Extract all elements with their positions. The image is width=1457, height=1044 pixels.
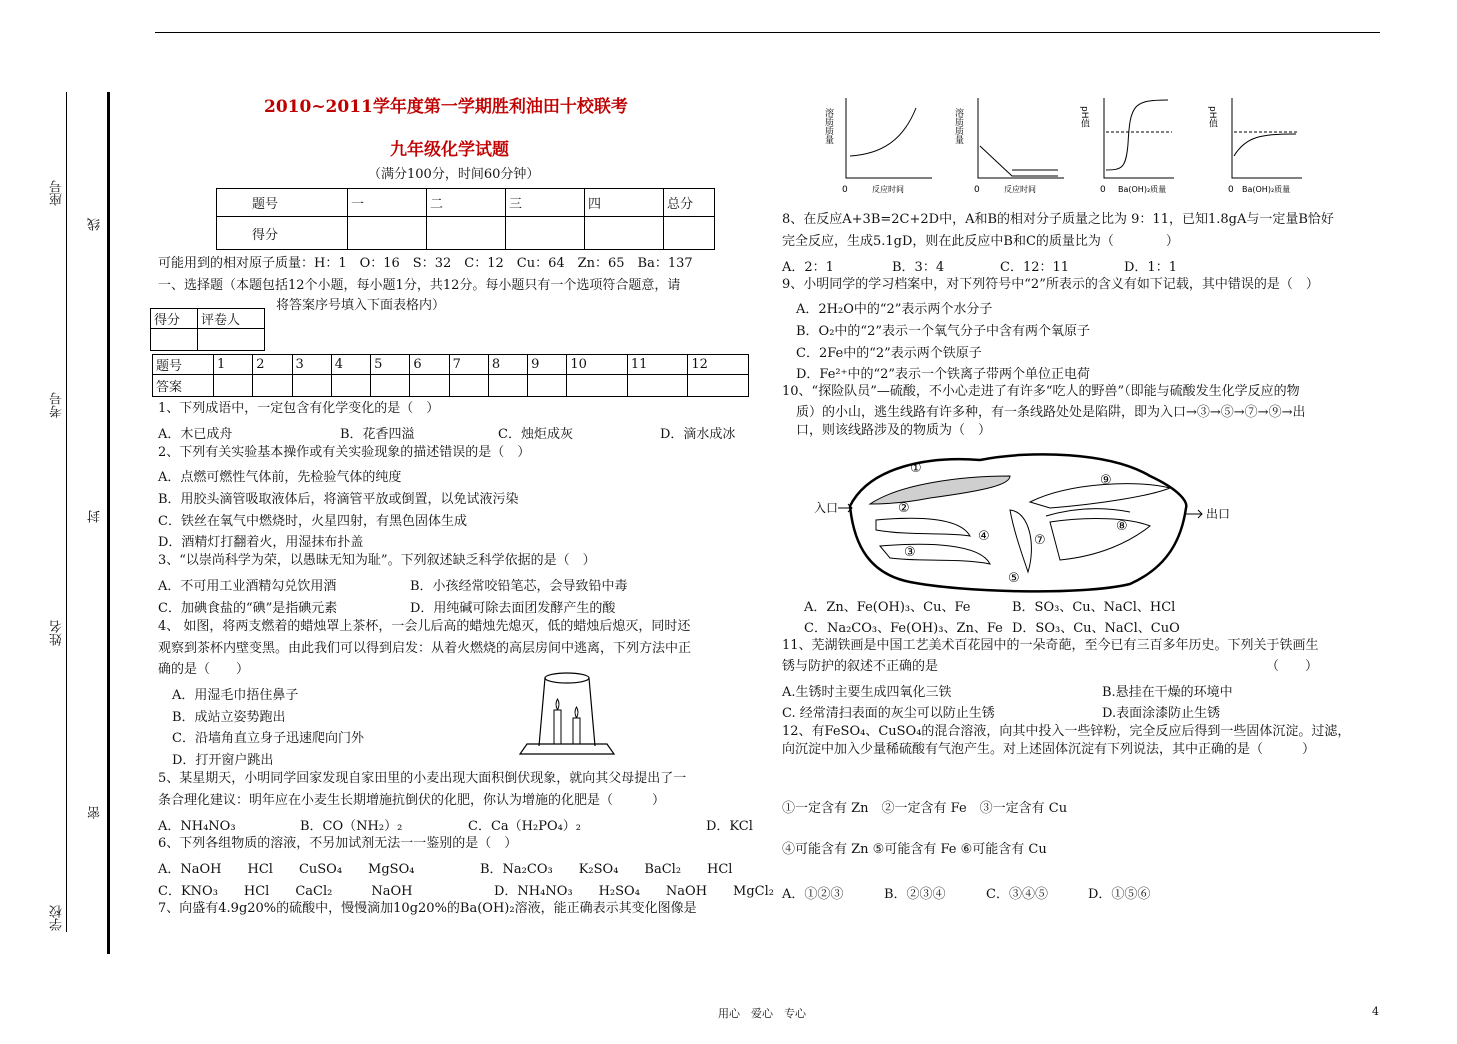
q5-option-c[interactable]: C．Ca（H₂PO₄）₂: [468, 819, 582, 834]
q10-option-c[interactable]: C．Na₂CO₃、Fe(OH)₃、Zn、Fe: [804, 621, 1003, 636]
q11-option-d[interactable]: D.表面涂漆防止生锈: [1102, 706, 1221, 721]
answer-cell[interactable]: [449, 375, 488, 397]
graph-b-origin: 0: [974, 185, 980, 195]
q12-stem-2: 向沉淀中加入少量稀硫酸有气泡产生。对上述固体沉淀有下列说法，其中正确的是（ ）: [782, 742, 1316, 757]
q8-stem-2: 完全反应，生成5.1gD，则在此反应中B和C的质量比为（ ）: [782, 234, 1179, 249]
answer-cell[interactable]: [214, 375, 253, 397]
atomic-masses: 可能用到的相对原子质量：H：1 O：16 S：32 C：12 Cu：64 Zn：65 Ba：137: [158, 256, 693, 271]
graph-a: [823, 98, 932, 195]
q12-statements-1: ①一定含有 Zn ②一定含有 Fe ③一定含有 Cu: [782, 801, 1068, 816]
top-rule: [155, 32, 1380, 33]
exam-info: （满分100分，时间60分钟）: [368, 167, 540, 182]
q12-option-d[interactable]: D．①⑤⑥: [1088, 887, 1151, 902]
maze-figure: [810, 446, 1250, 596]
graph-c-xlabel: Ba(OH)₂质量: [1118, 185, 1167, 194]
answer-header: 5: [371, 355, 410, 375]
graph-c: [1079, 98, 1174, 195]
q7-stem: 7、向盛有4.9g20%的硫酸中，慢慢滴加10g20%的Ba(OH)₂溶液，能正确表示其变化图像是: [158, 901, 697, 916]
exam-no-label: 考号: [50, 392, 65, 418]
graph-b: [953, 98, 1064, 195]
q10-stem-1: 10、“探险队员”—硫酸，不小心走进了有许多“吃人的野兽”（即能与硫酸发生化学反应的物: [782, 384, 1300, 399]
maze-exit-label: 出口: [1206, 507, 1231, 521]
q10-stem-3: 口，则该线路涉及的物质为（ ）: [796, 423, 992, 438]
answer-header: 7: [449, 355, 488, 375]
grader-header: 评卷人: [198, 309, 265, 329]
score-header: 二: [427, 189, 506, 217]
q2-option-c[interactable]: C．铁丝在氧气中燃烧时，火星四射，有黑色固体生成: [158, 514, 467, 529]
q12-option-b[interactable]: B．②③④: [884, 887, 946, 902]
score-header: 四: [585, 189, 664, 217]
answer-header: 1: [214, 355, 253, 375]
grader-cell[interactable]: [198, 329, 265, 351]
answer-cell[interactable]: [688, 375, 749, 397]
score-header: 总分: [664, 189, 715, 217]
answer-cell[interactable]: [292, 375, 331, 397]
maze-region-label: ⑤: [1008, 571, 1020, 586]
q9-option-d[interactable]: D．Fe²⁺中的“2”表示一个铁离子带两个单位正电荷: [796, 367, 1091, 382]
maze-region-label: ④: [978, 529, 990, 544]
graph-a-origin: 0: [842, 185, 848, 195]
score-table: [216, 188, 715, 250]
q1-option-b[interactable]: B．花香四溢: [340, 427, 415, 442]
score-row-label: 得分: [217, 217, 348, 250]
q6-option-a[interactable]: A．NaOH HCl CuSO₄ MgSO₄: [158, 862, 415, 877]
score-cell[interactable]: [506, 217, 585, 250]
answer-header: 2: [253, 355, 292, 375]
answer-header: 11: [627, 355, 688, 375]
candle-cup-figure: [512, 664, 622, 764]
line-mark: 线: [88, 218, 103, 231]
graph-b-xlabel: 反应时间: [1004, 185, 1036, 194]
q5-option-d[interactable]: D．KCl: [706, 819, 753, 834]
answer-cell[interactable]: [331, 375, 370, 397]
q1-option-a[interactable]: A．木已成舟: [158, 427, 233, 442]
q6-stem: 6、下列各组物质的溶液，不另加试剂无法一一鉴别的是（ ）: [158, 836, 518, 851]
graph-d: [1207, 98, 1302, 195]
page-footer: 用心 爱心 专心: [718, 1007, 806, 1020]
q10-option-b[interactable]: B．SO₃、Cu、NaCl、HCl: [1012, 600, 1176, 615]
q3-option-b[interactable]: B．小孩经常咬铅笔芯，会导致铅中毒: [410, 579, 628, 594]
q4-option-d[interactable]: D．打开窗户跳出: [172, 753, 274, 768]
exam-title: 2010~2011学年度第一学期胜利油田十校联考: [264, 97, 628, 117]
maze-region-label: ⑧: [1116, 519, 1128, 534]
q2-stem: 2、下列有关实验基本操作或有关实验现象的描述错误的是（ ）: [158, 445, 531, 460]
q10-stem-2: 质）的小山，逃生线路有许多种，有一条线路处处是陷阱，即为入口→③→⑤→⑦→⑨→出: [796, 405, 1306, 420]
q11-option-b[interactable]: B.悬挂在干燥的环境中: [1102, 685, 1233, 700]
graph-d-ylabel: pH值: [1207, 106, 1217, 128]
answer-cell[interactable]: [567, 375, 628, 397]
grader-cell[interactable]: [151, 329, 198, 351]
answer-cell[interactable]: [253, 375, 292, 397]
q8-option-a[interactable]: A．2：1: [782, 260, 834, 275]
exam-subtitle: 九年级化学试题: [390, 140, 509, 160]
answer-cell[interactable]: [410, 375, 449, 397]
answer-cell[interactable]: [371, 375, 410, 397]
q2-option-b[interactable]: B．用胶头滴管吸取液体后，将滴管平放或倒置，以免试液污染: [158, 492, 519, 507]
answer-header: 9: [528, 355, 567, 375]
section1-instructions: 一、选择题（本题包括12个小题，每小题1分，共12分。每小题只有一个选项符合题意，请: [158, 278, 681, 293]
answer-cell[interactable]: [627, 375, 688, 397]
q12-stem-1: 12、有FeSO₄、CuSO₄的混合溶液，向其中投入一些锌粉，完全反应后得到一些固体沉淀。过滤，: [782, 724, 1351, 739]
q3-option-d[interactable]: D．用纯碱可除去面团发酵产生的酸: [410, 601, 616, 616]
q8-option-d[interactable]: D．1：1: [1124, 260, 1177, 275]
answer-header: 4: [331, 355, 370, 375]
q9-option-a[interactable]: A．2H₂O中的“2”表示两个水分子: [796, 302, 993, 317]
q5-stem-2: 条合理化建议：明年应在小麦生长期增施抗倒伏的化肥，你认为增施的化肥是（ ）: [158, 793, 666, 808]
seal-mark: 封: [88, 510, 103, 523]
secret-mark: 密: [88, 806, 103, 819]
q9-option-b[interactable]: B．O₂中的“2”表示一个氧气分子中含有两个氧原子: [796, 324, 1090, 339]
score-header: 一: [348, 189, 427, 217]
graph-a-xlabel: 反应时间: [872, 185, 904, 194]
answer-row-label: 答案: [153, 375, 214, 397]
q9-option-c[interactable]: C．2Fe中的“2”表示两个铁原子: [796, 346, 982, 361]
q3-option-a[interactable]: A．不可用工业酒精勾兑饮用酒: [158, 579, 337, 594]
q11-stem-1: 11、芜湖铁画是中国工艺美术百花园中的一朵奇葩，至今已有三百多年历史。下列关于铁画生: [782, 638, 1319, 653]
score-header: 三: [506, 189, 585, 217]
answer-cell[interactable]: [488, 375, 527, 397]
answer-table: [152, 354, 749, 397]
q10-option-d[interactable]: D．SO₃、Cu、NaCl、CuO: [1012, 621, 1180, 636]
q11-option-a[interactable]: A.生锈时主要生成四氧化三铁: [782, 685, 952, 700]
q8-option-b[interactable]: B．3：4: [892, 260, 945, 275]
q3-stem: 3、“以崇尚科学为荣，以愚昧无知为耻”。下列叙述缺乏科学依据的是（ ）: [158, 553, 596, 568]
graph-b-ylabel: 溶质质量: [953, 108, 963, 144]
section1-instructions-2: 将答案序号填入下面表格内）: [276, 298, 446, 313]
maze-region-label: ③: [904, 545, 916, 560]
q5-option-b[interactable]: B．CO（NH₂）₂: [300, 819, 403, 834]
q12-option-a[interactable]: A．①②③: [782, 887, 844, 902]
q7-graphs: [822, 94, 1312, 206]
q11-option-c[interactable]: C. 经常清扫表面的灰尘可以防止生锈: [782, 706, 995, 721]
score-cell[interactable]: [585, 217, 664, 250]
q5-option-a[interactable]: A．NH₄NO₃: [158, 819, 236, 834]
q4-option-a[interactable]: A．用湿毛巾捂住鼻子: [172, 688, 299, 703]
maze-region-label: ②: [898, 501, 910, 516]
maze-region-label: ⑨: [1100, 473, 1112, 488]
q9-stem: 9、小明同学的学习档案中，对下列符号中“2”所表示的含义有如下记载，其中错误的是（ ）: [782, 277, 1319, 292]
q8-stem-1: 8、在反应A+3B=2C+2D中，A和B的相对分子质量之比为 9：11，已知1.8gA与一定量B恰好: [782, 212, 1334, 227]
seat-label: 座号: [50, 180, 65, 206]
q1-option-d[interactable]: D．滴水成冰: [660, 427, 736, 442]
q1-stem: 1、下列成语中，一定包含有化学变化的是（ ）: [158, 401, 440, 416]
binding-line-thin: [66, 92, 67, 932]
q8-option-c[interactable]: C．12：11: [1000, 260, 1070, 275]
grader-table: [150, 308, 265, 351]
q6-option-d[interactable]: D．NH₄NO₃ H₂SO₄ NaOH MgCl₂: [494, 884, 774, 899]
maze-region-label: ①: [910, 461, 922, 476]
q4-stem-1: 4、 如图，将两支燃着的蜡烛罩上茶杯，一会儿后高的蜡烛先熄灭，低的蜡烛后熄灭，同时还: [158, 619, 691, 634]
maze-entry-label: 入口: [814, 501, 839, 515]
page-number: 4: [1372, 1005, 1379, 1018]
answer-header: 6: [410, 355, 449, 375]
score-cell[interactable]: [664, 217, 715, 250]
q6-option-c[interactable]: C．KNO₃ HCl CaCl₂ NaOH: [158, 884, 413, 899]
answer-cell[interactable]: [528, 375, 567, 397]
q1-option-c[interactable]: C．烛炬成灰: [498, 427, 573, 442]
maze-region-label: ⑦: [1034, 533, 1046, 548]
graph-d-origin: 0: [1228, 185, 1234, 195]
graph-d-xlabel: Ba(OH)₂质量: [1242, 185, 1291, 194]
answer-header: 10: [567, 355, 628, 375]
q6-option-b[interactable]: B．Na₂CO₃ K₂SO₄ BaCl₂ HCl: [480, 862, 733, 877]
q4-option-c[interactable]: C．沿墙角直立身子迅速爬向门外: [172, 731, 364, 746]
answer-header: 12: [688, 355, 749, 375]
q3-option-c[interactable]: C．加碘食盐的“碘”是指碘元素: [158, 601, 338, 616]
q11-stem-2: 锈与防护的叙述不正确的是: [782, 659, 939, 674]
answer-header: 3: [292, 355, 331, 375]
score-cell[interactable]: [348, 217, 427, 250]
q2-option-a[interactable]: A．点燃可燃性气体前，先检验气体的纯度: [158, 470, 402, 485]
q11-bracket: （ ）: [1266, 659, 1319, 674]
graph-c-ylabel: pH值: [1079, 106, 1089, 128]
score-cell[interactable]: [427, 217, 506, 250]
answer-header: 8: [488, 355, 527, 375]
graph-a-ylabel: 溶质质量: [823, 108, 833, 144]
name-label: 姓名: [50, 620, 65, 646]
q12-option-c[interactable]: C．③④⑤: [986, 887, 1048, 902]
graph-c-origin: 0: [1100, 185, 1106, 195]
binding-line-thick: [107, 92, 110, 954]
q4-stem-3: 确的是（ ）: [158, 662, 250, 677]
score-header: 题号: [217, 189, 348, 217]
q4-option-b[interactable]: B．成站立姿势跑出: [172, 710, 286, 725]
q10-option-a[interactable]: A．Zn、Fe(OH)₃、Cu、Fe: [804, 600, 971, 615]
q12-statements-2: ④可能含有 Zn ⑤可能含有 Fe ⑥可能含有 Cu: [782, 842, 1047, 857]
q4-stem-2: 观察到茶杯内壁变黑。由此我们可以得到启发：从着火燃烧的高层房间中逃离，下列方法中正: [158, 641, 692, 656]
answer-header: 题号: [153, 355, 214, 375]
school-label: 学校: [50, 905, 65, 931]
q5-stem-1: 5、某星期天，小明同学回家发现自家田里的小麦出现大面积倒伏现象，就向其父母提出了一: [158, 771, 687, 786]
q2-option-d[interactable]: D．酒精灯打翻着火，用湿抹布扑盖: [158, 535, 364, 550]
grader-header: 得分: [151, 309, 198, 329]
